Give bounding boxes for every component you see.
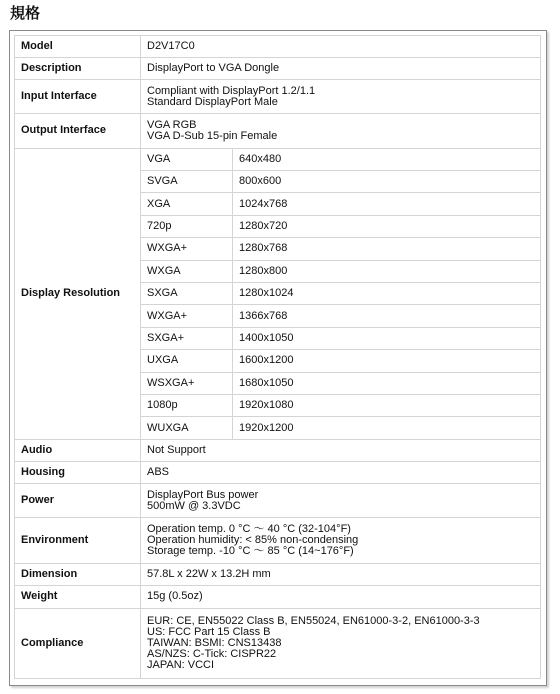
resolution-value: 640x480 — [233, 148, 541, 170]
spec-value-line: 15g (0.5oz) — [147, 590, 203, 603]
spec-label: Compliance — [15, 608, 141, 678]
resolution-mode: WSXGA+ — [141, 372, 233, 394]
spec-label: Dimension — [15, 564, 141, 586]
spec-value — [141, 461, 541, 483]
spec-table — [14, 35, 541, 679]
spec-value — [141, 586, 541, 608]
table-row — [15, 483, 541, 517]
spec-value-line: ABS — [147, 465, 170, 478]
table-row — [15, 80, 541, 114]
spec-value-line: Compliant with DisplayPort 1.2/1.1 — [147, 84, 316, 97]
page-heading: 規格 — [10, 4, 41, 22]
spec-value — [141, 483, 541, 517]
resolution-value: 1366x768 — [233, 305, 541, 327]
spec-value — [141, 114, 541, 148]
resolution-mode: WXGA — [141, 260, 233, 282]
resolution-mode: WUXGA — [141, 417, 233, 439]
spec-label: Power — [15, 483, 141, 517]
table-row — [15, 36, 541, 58]
spec-value — [141, 564, 541, 586]
resolution-value: 1024x768 — [233, 193, 541, 215]
spec-value — [141, 36, 541, 58]
spec-value-line: Operation temp. 0 °C ～ 40 °C (32-104°F) — [147, 523, 351, 536]
resolution-value: 1680x1050 — [233, 372, 541, 394]
resolution-value: 1920x1080 — [233, 394, 541, 416]
spec-value — [141, 608, 541, 678]
resolution-mode: WXGA+ — [141, 238, 233, 260]
spec-label: Weight — [15, 586, 141, 608]
spec-value — [141, 518, 541, 564]
resolution-value: 1280x800 — [233, 260, 541, 282]
resolution-value: 1280x720 — [233, 215, 541, 237]
table-row — [15, 586, 541, 608]
resolution-mode: SXGA — [141, 282, 233, 304]
resolution-value: 1920x1200 — [233, 417, 541, 439]
spec-value-line: DisplayPort Bus power — [147, 488, 259, 501]
spec-label: Output Interface — [15, 114, 141, 148]
spec-value-line: VGA D-Sub 15-pin Female — [147, 129, 278, 142]
resolution-value: 800x600 — [233, 170, 541, 192]
spec-value-line: 57.8L x 22W x 13.2H mm — [147, 568, 271, 581]
table-row — [15, 148, 541, 170]
table-row — [15, 58, 541, 80]
spec-value-line: Operation humidity: < 85% non-condensing — [147, 534, 359, 547]
spec-value-line: JAPAN: VCCI — [147, 658, 215, 671]
spec-value-line: Storage temp. -10 °C ～ 85 °C (14~176°F) — [147, 545, 354, 558]
resolution-mode: VGA — [141, 148, 233, 170]
resolution-value: 1600x1200 — [233, 350, 541, 372]
resolution-value: 1280x1024 — [233, 282, 541, 304]
spec-label: Audio — [15, 439, 141, 461]
resolution-mode: WXGA+ — [141, 305, 233, 327]
table-row — [15, 608, 541, 678]
table-row — [15, 518, 541, 564]
resolution-mode: UXGA — [141, 350, 233, 372]
resolution-value: 1280x768 — [233, 238, 541, 260]
spec-label: Environment — [15, 518, 141, 564]
spec-value-line: Standard DisplayPort Male — [147, 95, 278, 108]
spec-value-line: 500mW @ 3.3VDC — [147, 499, 241, 512]
table-row — [15, 564, 541, 586]
spec-value-line: D2V17C0 — [147, 40, 195, 53]
table-row — [15, 439, 541, 461]
spec-value — [141, 58, 541, 80]
table-row — [15, 461, 541, 483]
table-row — [15, 114, 541, 148]
spec-value-line: VGA RGB — [147, 118, 197, 131]
resolution-mode: 720p — [141, 215, 233, 237]
spec-value-line: Not Support — [147, 443, 206, 456]
spec-label: Description — [15, 58, 141, 80]
spec-value — [141, 80, 541, 114]
resolution-value: 1400x1050 — [233, 327, 541, 349]
spec-label: Model — [15, 36, 141, 58]
spec-value-line: US: FCC Part 15 Class B — [147, 625, 271, 638]
spec-value-line: DisplayPort to VGA Dongle — [147, 62, 280, 75]
resolution-mode: XGA — [141, 193, 233, 215]
spec-value-line: AS/NZS: C-Tick: CISPR22 — [147, 647, 277, 660]
resolution-mode: SVGA — [141, 170, 233, 192]
spec-value-line: TAIWAN: BSMI: CNS13438 — [147, 636, 282, 649]
resolution-mode: SXGA+ — [141, 327, 233, 349]
spec-label: Input Interface — [15, 80, 141, 114]
resolution-mode: 1080p — [141, 394, 233, 416]
spec-label: Housing — [15, 461, 141, 483]
spec-table-frame — [9, 30, 547, 686]
spec-value — [141, 439, 541, 461]
spec-label: Display Resolution — [15, 148, 141, 439]
spec-value-line: EUR: CE, EN55022 Class B, EN55024, EN61000-3-2, EN61000-3-3 — [147, 614, 480, 627]
